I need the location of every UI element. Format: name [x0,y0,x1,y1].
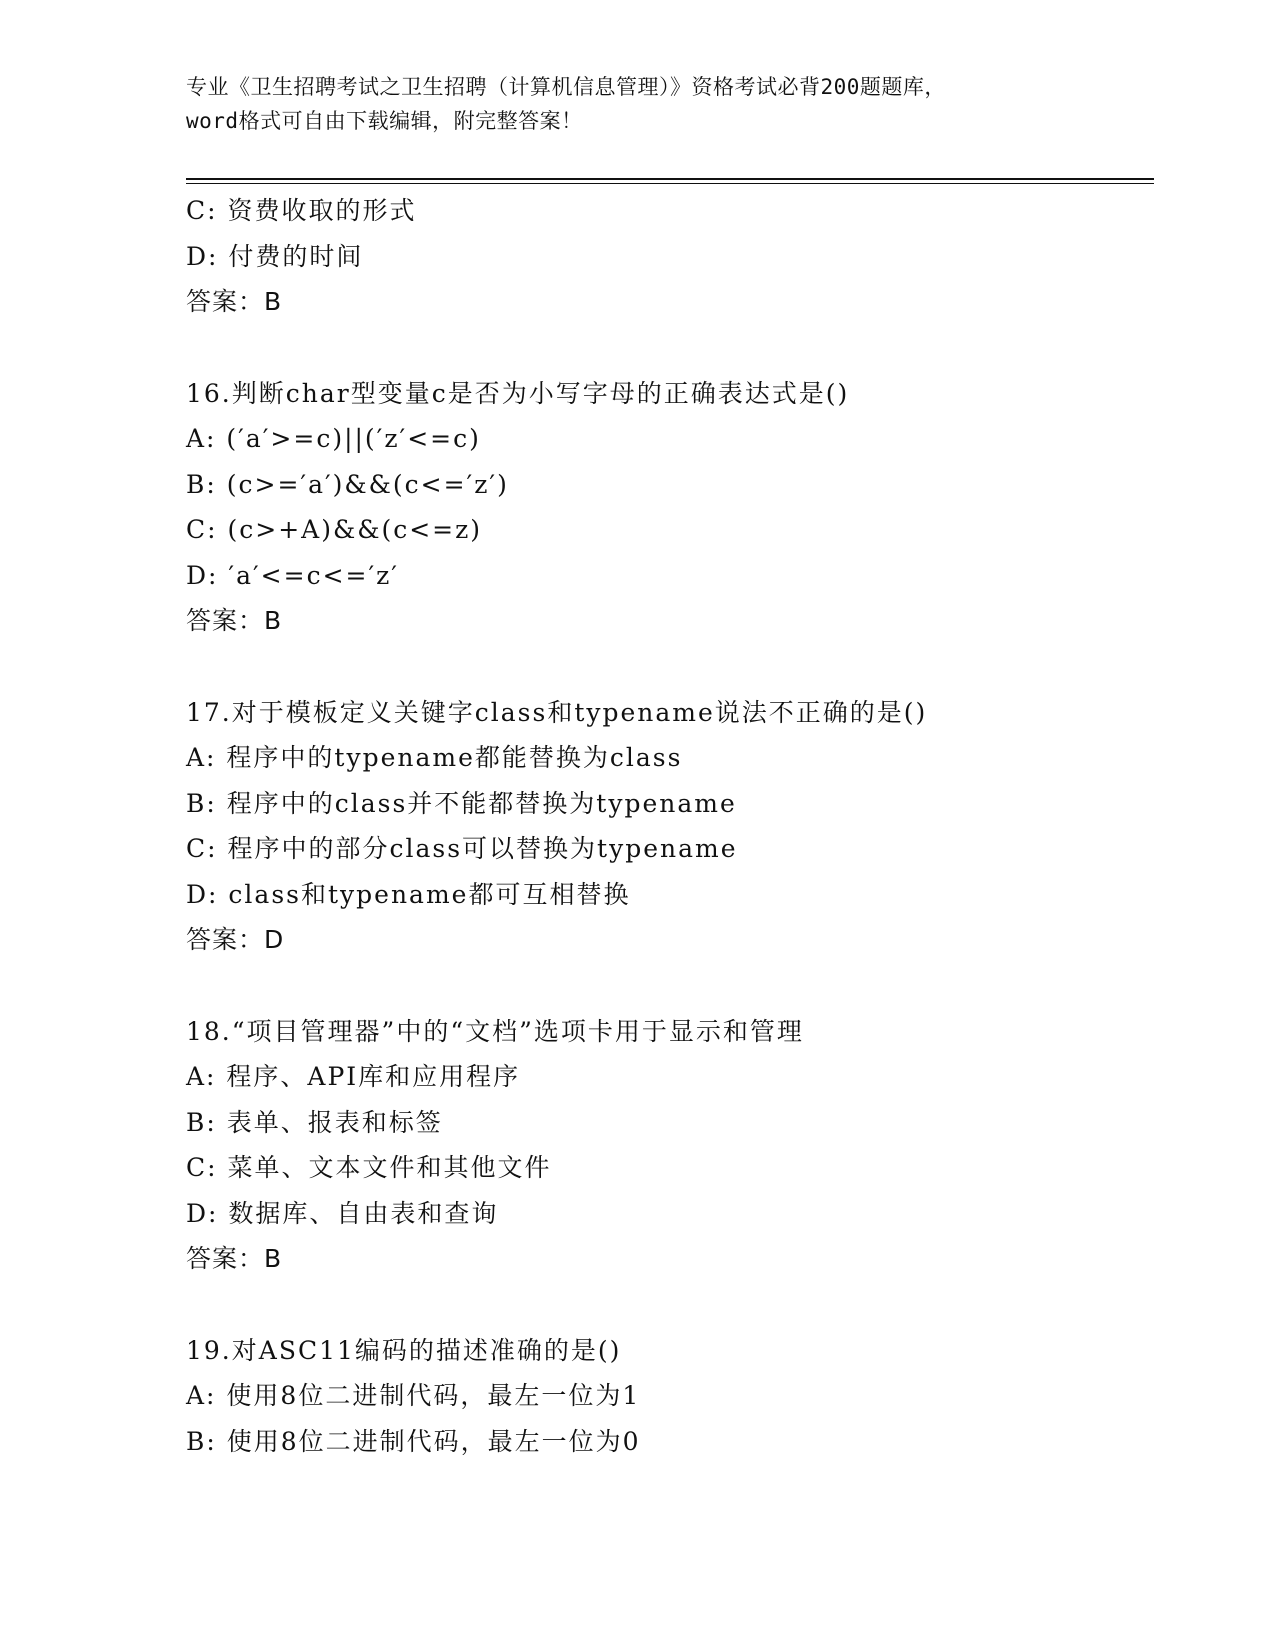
question-text: 19.对ASC11编码的描述准确的是() [186,1335,622,1365]
header-divider-thin [186,183,1154,184]
question-15 [186,188,1146,325]
question-19 [186,1328,1146,1465]
answer: 答案：B [186,606,283,635]
spacer [186,963,1146,1009]
option-b: B: (c>=′a′)&&(c<=′z′) [186,469,509,499]
answer: 答案：B [186,1244,283,1273]
spacer [186,325,1146,371]
question-text: 16.判断char型变量c是否为小写字母的正确表达式是() [186,378,850,408]
option-c: C: 资费收取的形式 [186,196,417,225]
option-c: C: 菜单、文本文件和其他文件 [186,1153,552,1182]
option-c: C: (c>+A)&&(c<=z) [186,515,483,544]
question-list [186,188,1146,1464]
question-16 [186,371,1146,644]
option-d: D: ′a′<=c<=′z′ [186,560,399,590]
option-a: A: 程序中的typename都能替换为class [186,743,683,772]
option-b: B: 表单、报表和标签 [186,1107,443,1137]
option-b: B: 使用8位二进制代码，最左一位为0 [186,1426,641,1456]
spacer [186,644,1146,690]
document-header [186,70,1086,138]
spacer [186,1282,1146,1328]
header-divider-thick [186,178,1154,180]
option-a: A: 程序、API库和应用程序 [186,1062,521,1091]
option-b: B: 程序中的class并不能都替换为typename [186,788,737,818]
question-17 [186,690,1146,963]
option-a: A: 使用8位二进制代码，最左一位为1 [186,1381,641,1410]
question-text: 18.“项目管理器”中的“文档”选项卡用于显示和管理 [186,1016,804,1046]
option-d: D: class和typename都可互相替换 [186,879,631,909]
header-line-1: 专业《卫生招聘考试之卫生招聘（计算机信息管理）》资格考试必背200题题库， [186,75,946,99]
answer: 答案：D [186,925,285,954]
option-d: D: 数据库、自由表和查询 [186,1198,499,1228]
question-18 [186,1009,1146,1282]
option-d: D: 付费的时间 [186,241,364,271]
header-line-2: word格式可自由下载编辑，附完整答案！ [186,109,583,133]
option-c: C: 程序中的部分class可以替换为typename [186,834,738,863]
option-a: A: (′a′>=c)||(′z′<=c) [186,424,481,453]
answer: 答案：B [186,287,283,316]
question-text: 17.对于模板定义关键字class和typename说法不正确的是() [186,697,928,727]
